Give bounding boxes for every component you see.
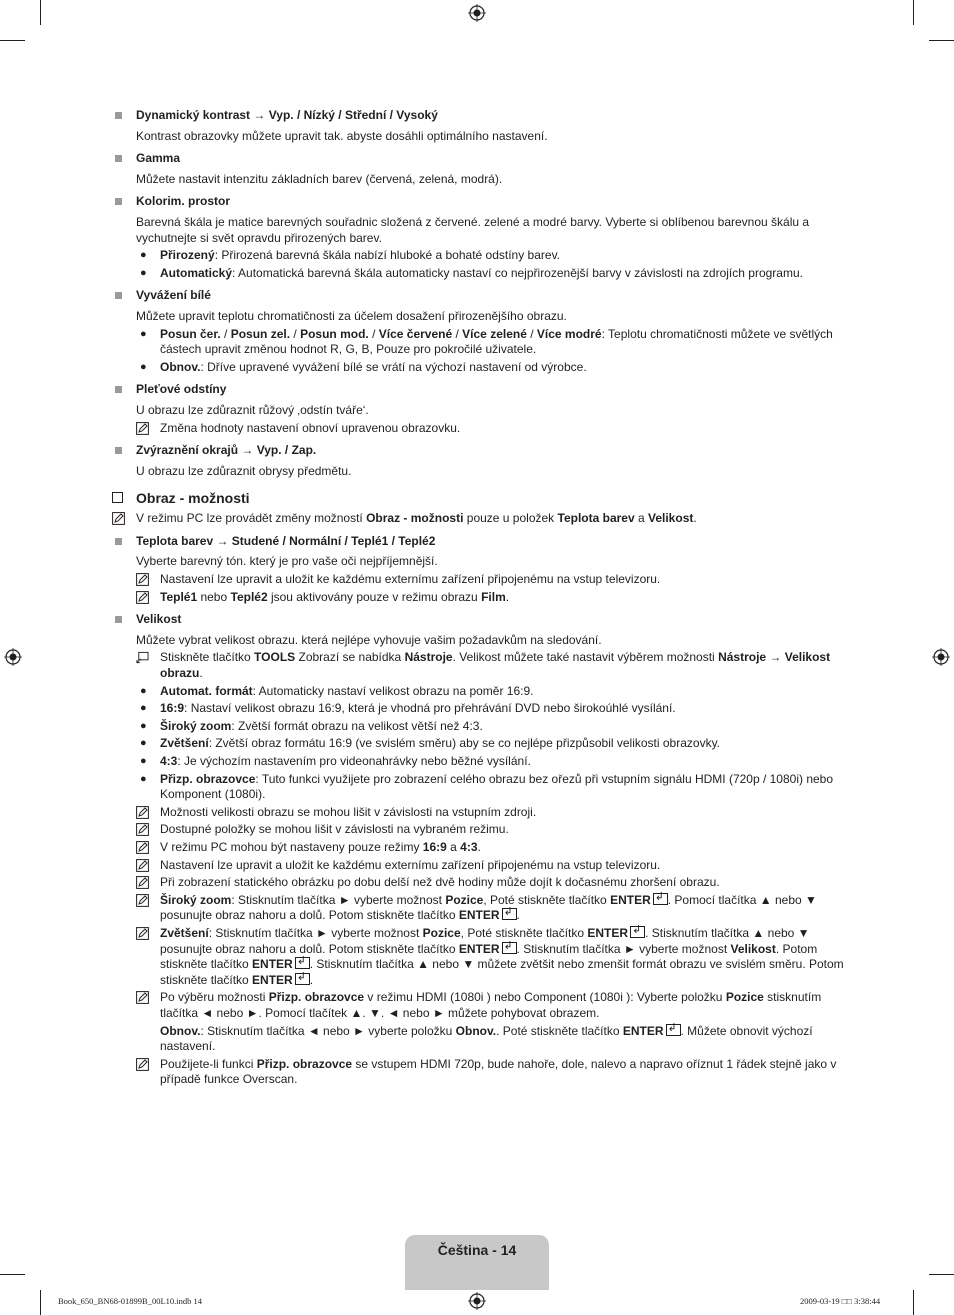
note-icon [136, 894, 149, 907]
setting-section [112, 534, 847, 605]
bullet-item [136, 701, 847, 717]
square-bullet-icon [115, 616, 122, 623]
bold-text: Zvětšení [160, 736, 209, 751]
text: : Zvětší formát obrazu na velikost větší než 4:3. [231, 718, 483, 733]
note-icon [136, 876, 149, 889]
bullet-item [136, 327, 847, 358]
bold-text: Teplota barev → Studené / Normální / Teplé1 / Teplé2 [136, 533, 436, 548]
bold-text: Teplota barev [557, 511, 635, 526]
bold-text: Teplé2 [230, 589, 268, 604]
bold-text: Gamma [136, 151, 181, 166]
page-number: Čeština - 14 [437, 1242, 517, 1258]
setting-section [112, 612, 847, 1088]
note [136, 805, 847, 821]
enter-icon [630, 926, 645, 938]
crop-mark [929, 1274, 954, 1275]
crop-mark [40, 0, 41, 25]
crop-mark [929, 40, 954, 41]
bold-text: Více modré [536, 326, 602, 341]
footer-timestamp: 2009-03-19 □□ 3:38:44 [800, 1296, 881, 1306]
bold-text: 4:3 [460, 839, 478, 854]
bullet-icon: ● [140, 772, 147, 785]
bold-text: 16:9 [422, 839, 447, 854]
bullet-icon: ● [140, 684, 147, 697]
bold-text: Posun mod. [300, 326, 369, 341]
text: V režimu PC lze provádět změny možností [136, 511, 367, 526]
setting-section [112, 194, 847, 281]
bullet-item [136, 360, 847, 376]
paragraph [136, 403, 847, 419]
text: Dostupné položky se mohou lišit v závislosti na vybraném režimu. [160, 822, 509, 837]
bullet-icon: ● [140, 737, 147, 750]
bullet-item [136, 736, 847, 752]
bold-text: Teplé1 [160, 589, 198, 604]
setting-section [112, 151, 847, 187]
bold-text: Posun zel. [230, 326, 291, 341]
registration-mark-icon [468, 4, 486, 22]
text: / [220, 326, 231, 341]
text: : Automaticky nastaví velikost obrazu na poměr 16:9. [252, 683, 534, 698]
square-bullet-icon [115, 112, 122, 119]
bold-text: Film [481, 589, 506, 604]
text: U obrazu lze zdůraznit obrysy předmětu. [136, 463, 352, 478]
bold-text: Více červené [378, 326, 453, 341]
square-bullet-icon [115, 386, 122, 393]
bullet-icon: ● [140, 719, 147, 732]
text: Můžete nastavit intenzitu základních barev (červená, zelená, modrá). [136, 171, 503, 186]
text: , Poté stiskněte tlačítko [483, 892, 611, 907]
bold-text: ENTER [622, 1023, 664, 1038]
text: stisknutím tlačítka ◄ nebo ►. Pomocí tlačítek ▲. ▼. ◄ nebo ► můžete pohybovat obrazem. [160, 990, 822, 1020]
bullet-icon: ● [140, 702, 147, 715]
bold-text: Automat. formát [160, 683, 253, 698]
bullet-item [136, 248, 847, 264]
bold-text: 16:9 [160, 701, 185, 716]
text: : Stisknutím tlačítka ◄ nebo ► vyberte položku [200, 1023, 456, 1038]
text: se vstupem HDMI 720p, bude nahoře, dole, nalevo a napravo oříznut 1 řádek stejně jako v případě funkce Overscan. [160, 1056, 837, 1087]
setting-title [136, 534, 847, 550]
text: Po výběru možnosti [160, 990, 269, 1005]
note [136, 893, 847, 924]
bullet-item [136, 684, 847, 700]
bold-text: Nástroje → Velikost obrazu [160, 650, 831, 681]
text: . [309, 972, 314, 987]
text: : Přirozená barevná škála nabízí hluboké a bohaté odstíny barev. [214, 248, 561, 263]
note-icon [136, 823, 149, 836]
text: Změna hodnoty nastavení obnoví upravenou obrazovku. [160, 420, 461, 435]
note-continuation [136, 1024, 847, 1055]
text: / [452, 326, 463, 341]
note [136, 1057, 847, 1088]
bullet-icon: ● [140, 360, 147, 373]
bold-text: 4:3 [160, 754, 178, 768]
note-icon [136, 927, 149, 940]
paragraph [136, 633, 847, 649]
bold-text: Vyvážení bílé [136, 288, 211, 303]
note [136, 875, 847, 891]
text: Můžete vybrat velikost obrazu. která nejlépe vyhovuje vašim požadavkům na sledování. [136, 632, 602, 647]
text: / [290, 326, 301, 341]
bold-text: Automatický [160, 265, 233, 280]
note-icon [136, 806, 149, 819]
text: . [505, 589, 510, 604]
bold-text: Zvýraznění okrajů → Vyp. / Zap. [136, 443, 317, 458]
bold-text: Přizp. obrazovce [160, 771, 256, 786]
text: . Stisknutím tlačítka ▲ nebo ▼ můžete zvětšit nebo zmenšit formát obrazu ve svislém směru. Potom stiskněte tlačítko [160, 957, 844, 987]
text: / [368, 326, 379, 341]
text: : Stisknutím tlačítka ► vyberte možnost [208, 925, 423, 940]
bold-text: Pozice [422, 925, 461, 940]
bold-text: ENTER [587, 925, 629, 940]
bullet-item [136, 266, 847, 282]
setting-section [112, 108, 847, 144]
bold-text: Široký zoom [160, 892, 232, 907]
paragraph [136, 215, 847, 246]
text: a [446, 839, 461, 854]
bold-text: Přizp. obrazovce [256, 1056, 353, 1071]
paragraph [136, 554, 847, 570]
text: Při zobrazení statického obrázku po dobu delší než dvě hodiny může dojít k dočasnému zhoršení obrazu. [160, 875, 720, 890]
bold-text: ENTER [252, 957, 293, 972]
bold-text: Přirozený [160, 248, 215, 263]
bullet-icon: ● [140, 266, 147, 279]
text: pouze u položek [463, 511, 558, 526]
tools-note [136, 650, 847, 681]
crop-mark [0, 1274, 25, 1275]
text: a [634, 511, 648, 526]
paragraph [136, 172, 847, 188]
note [136, 572, 847, 588]
enter-icon [502, 942, 517, 954]
bullet-item [136, 754, 847, 770]
note [136, 822, 847, 838]
manual-content [112, 108, 847, 1088]
bullet-icon: ● [140, 327, 147, 340]
text: : Automatická barevná škála automaticky nastaví co nejpřirozenější barvy v závislosti na zdrojích programu. [232, 265, 803, 280]
bold-text: Dynamický kontrast → Vyp. / Nízký / Střední / Vysoký [136, 108, 438, 122]
setting-title [136, 288, 847, 304]
text: / [526, 326, 537, 341]
bold-text: Pozice [445, 892, 484, 907]
bold-text: ENTER [458, 941, 500, 956]
section-heading-text: Obraz - možnosti [136, 490, 250, 507]
checkbox-bullet-icon [112, 492, 123, 503]
bold-text: ENTER [252, 972, 293, 987]
setting-title [136, 612, 847, 628]
crop-mark [40, 1290, 41, 1315]
text: jsou aktivovány pouze v režimu obrazu [267, 589, 482, 604]
note [136, 926, 847, 988]
registration-mark-icon [932, 648, 950, 666]
bold-text: Velikost [648, 511, 694, 526]
note [112, 511, 847, 527]
text: . Stisknutím tlačítka ▲ nebo ▼ posunujte obraz nahoru a dolů. Potom stiskněte tlačítko [160, 925, 810, 956]
text: U obrazu lze zdůraznit růžový ‚odstín tváře‘. [136, 402, 369, 417]
text: : Dříve upravené vyvážení bílé se vrátí na výchozí nastavení od výrobce. [200, 359, 587, 374]
bold-text: Obraz - možnosti [366, 511, 464, 526]
text: : Nastaví velikost obrazu 16:9, která je vhodná pro přehrávání DVD nebo širokoúhlé vysílání. [184, 701, 676, 716]
text: . [516, 908, 520, 923]
note [136, 840, 847, 856]
text: Možnosti velikosti obrazu se mohou lišit v závislosti na vstupním zdroji. [160, 804, 537, 819]
square-bullet-icon [115, 538, 122, 545]
note [136, 590, 847, 606]
text: V režimu PC mohou být nastaveny pouze režimy [160, 839, 423, 854]
bold-text: Kolorim. prostor [136, 194, 231, 209]
text: Zobrazí se nabídka [295, 650, 405, 665]
bold-text: Pozice [725, 990, 764, 1005]
text: . Velikost můžete také nastavit výběrem možnosti [452, 650, 719, 665]
text: Kontrast obrazovky můžete upravit tak. abyste dosáhli optimálního nastavení. [136, 128, 548, 143]
note-icon [136, 591, 149, 604]
enter-icon [502, 908, 517, 920]
text: Použijete-li funkci [160, 1056, 257, 1071]
bold-text: Nástroje [404, 650, 453, 665]
bullet-icon: ● [140, 755, 147, 767]
bold-text: TOOLS [254, 650, 296, 665]
registration-mark-icon [468, 1292, 486, 1310]
picture-options-list [112, 534, 847, 1088]
picture-settings-list [112, 108, 847, 479]
bullet-item [136, 772, 847, 803]
bold-text: Posun čer. [160, 326, 221, 341]
enter-icon [295, 973, 310, 985]
text: . Poté stiskněte tlačítko [496, 1023, 623, 1038]
setting-title [136, 108, 847, 124]
bold-text: Více zelené [462, 326, 527, 341]
text: v režimu HDMI (1080i ) nebo Component (1080i ): Vyberte položku [364, 990, 726, 1005]
text: Vyberte barevný tón. který je pro vaše oči nejpříjemnější. [136, 554, 438, 569]
square-bullet-icon [115, 292, 122, 299]
footer-file-info: Book_650_BN68-01899B_00L10.indb 14 [58, 1296, 203, 1306]
paragraph [136, 464, 847, 480]
bullet-item [136, 719, 847, 735]
text: Nastavení lze upravit a uložit ke každému externímu zařízení připojenému na vstup televizoru. [160, 857, 661, 872]
registration-mark-icon [4, 648, 22, 666]
text: : Tuto funkci využijete pro zobrazení celého obrazu bez ořezů při vstupním signálu HDMI (720p / 1080i) nebo Komponent (1080i). [160, 771, 834, 802]
enter-icon [295, 957, 310, 969]
text: . Pomocí tlačítka ▲ nebo ▼ posunujte obraz nahoru a dolů. Potom stiskněte tlačítko [160, 892, 817, 923]
note-icon [136, 859, 149, 872]
bold-text: Velikost [136, 612, 182, 627]
crop-mark [913, 1290, 914, 1315]
note-icon [136, 1058, 149, 1071]
note-icon [136, 991, 149, 1004]
bold-text: Velikost [730, 941, 776, 956]
text: : Stisknutím tlačítka ► vyberte možnost [231, 892, 446, 907]
bullet-icon: ● [140, 249, 147, 262]
setting-title [136, 151, 847, 167]
text: Nastavení lze upravit a uložit ke každému externímu zařízení připojenému na vstup televizoru. [160, 572, 661, 587]
square-bullet-icon [115, 447, 122, 454]
text: . Můžete obnovit výchozí nastavení. [160, 1023, 813, 1054]
text: Můžete upravit teplotu chromatičnosti za účelem dosažení přirozenějšího obrazu. [136, 308, 567, 323]
setting-section [112, 382, 847, 436]
text: : Je výchozím nastavením pro videonahrávky nebo běžné vysílání. [177, 754, 531, 768]
setting-title [136, 194, 847, 210]
enter-icon [653, 893, 668, 905]
square-bullet-icon [115, 155, 122, 162]
paragraph [136, 129, 847, 145]
setting-section [112, 288, 847, 375]
note-icon [136, 422, 149, 435]
text: , Poté stiskněte tlačítko [460, 925, 588, 940]
setting-title [136, 443, 847, 459]
note [136, 990, 847, 1021]
note-icon [136, 573, 149, 586]
text: nebo [197, 589, 231, 604]
bold-text: Obnov. [455, 1023, 497, 1038]
bold-text: ENTER [610, 892, 651, 907]
paragraph [136, 309, 847, 325]
note [136, 421, 847, 437]
bold-text: Obnov. [160, 359, 201, 374]
setting-title [136, 382, 847, 398]
text: . Potom stiskněte tlačítko [160, 941, 818, 972]
text: . [199, 666, 203, 681]
text: . [693, 511, 697, 526]
bold-text: Pleťové odstíny [136, 382, 227, 397]
tools-icon [136, 651, 149, 664]
bold-text: Obnov. [160, 1023, 201, 1038]
text: : Zvětší obraz formátu 16:9 (ve svislém směru) aby se co nejlépe přizpůsobil velikosti obrazovky. [208, 736, 721, 751]
bold-text: Zvětšení [160, 925, 209, 940]
bold-text: ENTER [458, 908, 500, 923]
note-icon [136, 841, 149, 854]
text: . [477, 839, 481, 854]
note [136, 858, 847, 874]
obraz-moznosti-heading [112, 489, 847, 507]
text: Stiskněte tlačítko [160, 650, 255, 665]
text: Barevná škála je matice barevných souřadnic složená z červené. zelené a modré barvy. Vyberte si oblíbenou barevnou škálu a vychutnejte si svět opravdu přirozených barev. [136, 214, 810, 245]
bold-text: Široký zoom [160, 718, 232, 733]
bold-text: Přizp. obrazovce [268, 990, 365, 1005]
enter-icon [666, 1024, 681, 1036]
text: . Stisknutím tlačítka ► vyberte možnost [516, 941, 731, 956]
text: : Teplotu chromatičnosti můžete ve světlých částech upravit změnou hodnot R, G, B, Pouze pro pokročilé uživatele. [160, 326, 833, 357]
note-icon [112, 512, 125, 525]
setting-section [112, 443, 847, 479]
crop-mark [0, 40, 25, 41]
square-bullet-icon [115, 198, 122, 205]
crop-mark [913, 0, 914, 25]
